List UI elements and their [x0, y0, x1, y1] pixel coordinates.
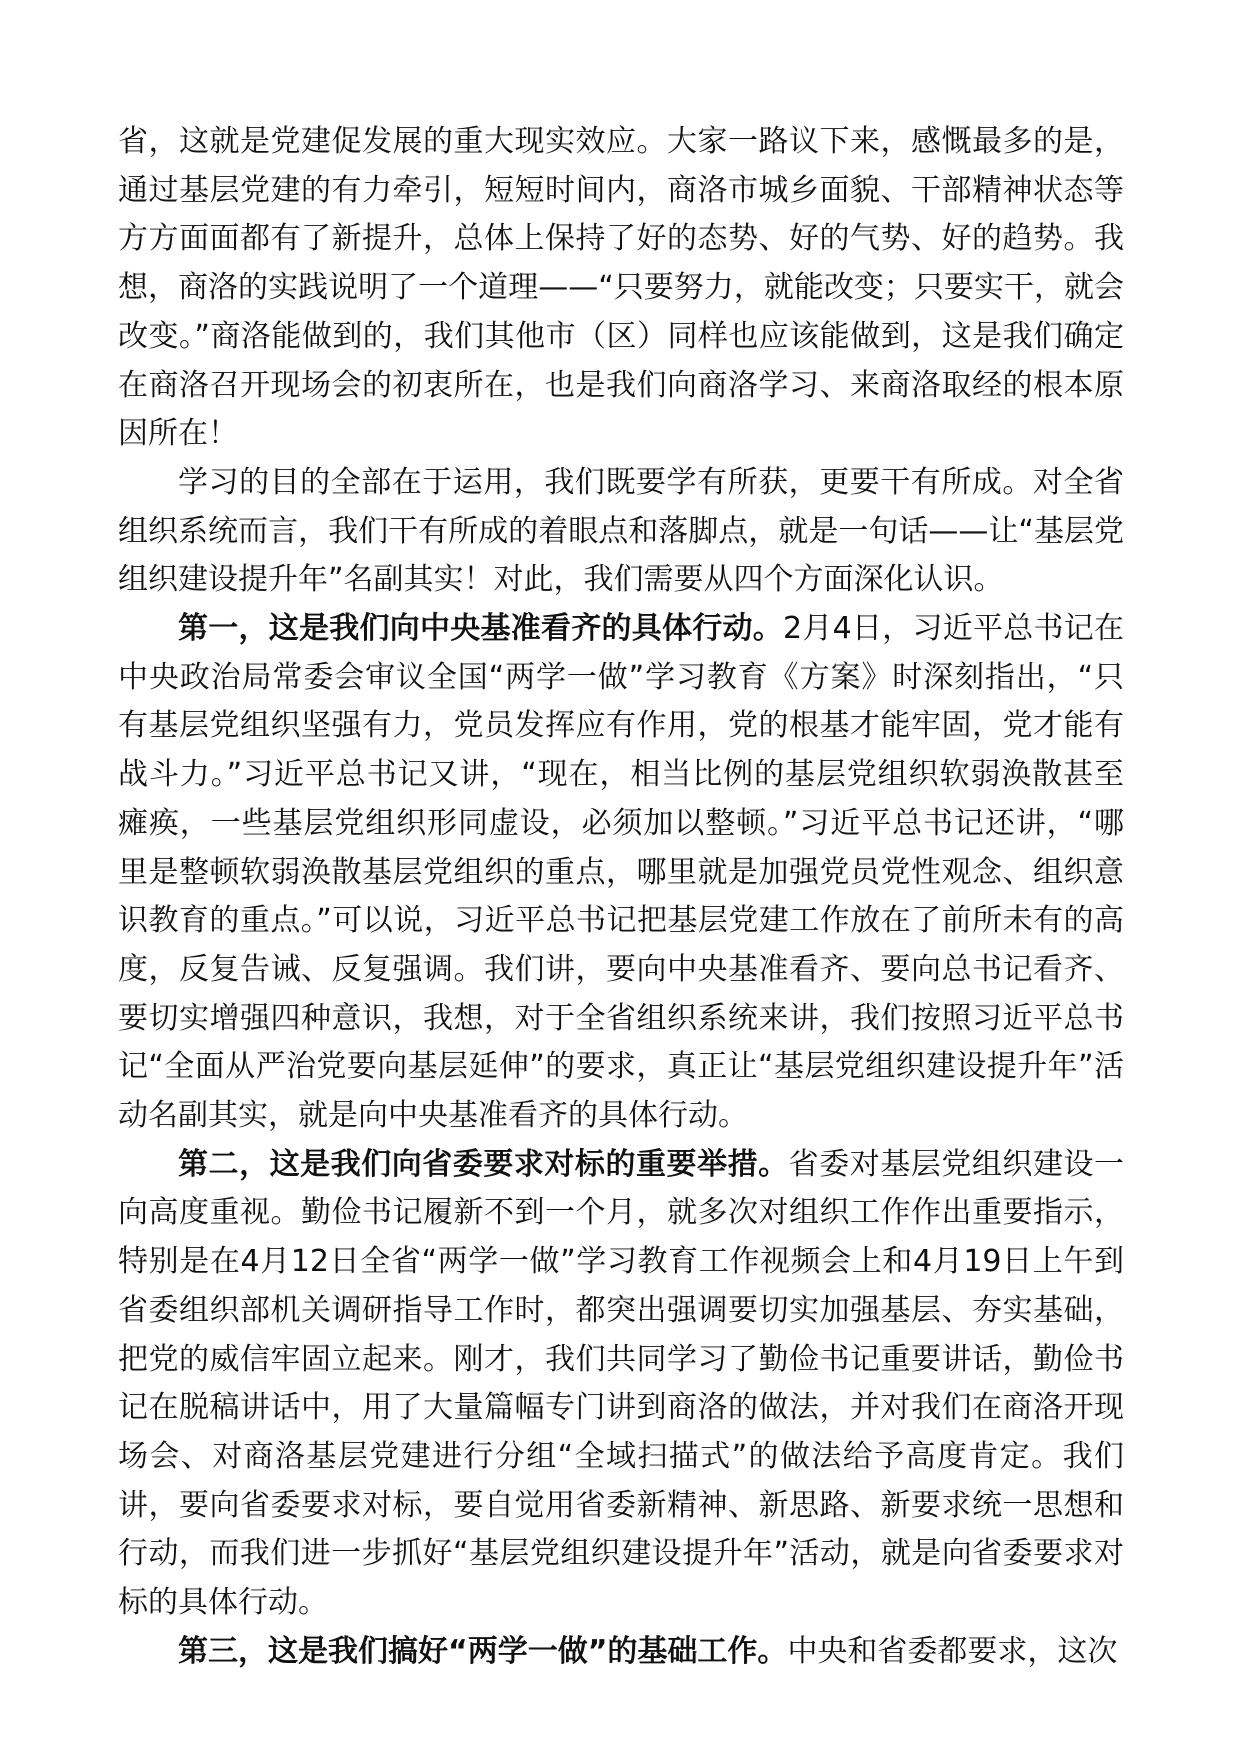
- paragraph-3: [118, 605, 1124, 1141]
- paragraph-5-text: 中央和省委都要求，这次: [787, 1633, 1118, 1669]
- paragraph-4-text: 省委对基层党组织建设一向高度重视。勤俭书记履新不到一个月，就多次对组织工作作出重要指示，特别是在4月12日全省“两学一做”学习教育工作视频会上和4月19日上午到省委组织部机关调研指导工作时，都突出强调要切实加强基层、夯实基础，把党的威信牢固立起来。刚才，我们共同学习了勤俭书记重要讲话，勤俭书记在脱稿讲话中，用了大量篇幅专门讲到商洛的做法，并对我们在商洛开现场会、对商洛基层党建进行分组“全域扫描式”的做法给予高度肯定。我们讲，要向省委要求对标，要自觉用省委新精神、新思路、新要求统一思想和行动，而我们进一步抓好“基层党组织建设提升年”活动，就是向省委要求对标的具体行动。: [118, 1146, 1125, 1621]
- paragraph-5-lead: 第三，这是我们搞好“两学一做”的基础工作。: [178, 1633, 788, 1669]
- paragraph-3-lead: 第一，这是我们向中央基准看齐的具体行动。: [178, 611, 784, 647]
- paragraph-3-text: 2月4日，习近平总书记在中央政治局常委会审议全国“两学一做”学习教育《方案》时深刻指出，“只有基层党组织坚强有力，党员发挥应有作用，党的根基才能牢固，党才能有战斗力。”习近平总书记又讲，“现在，相当比例的基层党组织软弱涣散甚至瘫痪，一些基层党组织形同虚设，必须加以整顿。”习近平总书记还讲，“哪里是整顿软弱涣散基层党组织的重点，哪里就是加强党员党性观念、组织意识教育的重点。”可以说，习近平总书记把基层党建工作放在了前所未有的高度，反复告诫、反复强调。我们讲，要向中央基准看齐、要向总书记看齐、要切实增强四种意识，我想，对于全省组织系统来讲，我们按照习近平总书记“全面从严治党要向基层延伸”的要求，真正让“基层党组织建设提升年”活动名副其实，就是向中央基准看齐的具体行动。: [118, 611, 1124, 1134]
- paragraph-1: [118, 118, 1124, 459]
- paragraph-2-text: 学习的目的全部在于运用，我们既要学有所获，更要干有所成。对全省组织系统而言，我们干有所成的着眼点和落脚点，就是一句话——让“基层党组织建设提升年”名副其实！对此，我们需要从四个方面深化认识。: [118, 464, 1124, 598]
- document-page: [118, 118, 1124, 1677]
- paragraph-2: [118, 459, 1124, 605]
- paragraph-1-text: 省，这就是党建促发展的重大现实效应。大家一路议下来，感慨最多的是，通过基层党建的有力牵引，短短时间内，商洛市城乡面貌、干部精神状态等方方面面都有了新提升，总体上保持了好的态势、好的气势、好的趋势。我想，商洛的实践说明了一个道理——“只要努力，就能改变；只要实干，就会改变。”商洛能做到的，我们其他市（区）同样也应该能做到，这是我们确定在商洛召开现场会的初衷所在，也是我们向商洛学习、来商洛取经的根本原因所在！: [118, 124, 1124, 452]
- paragraph-4: [118, 1141, 1124, 1628]
- paragraph-5: [118, 1628, 1124, 1677]
- paragraph-4-lead: 第二，这是我们向省委要求对标的重要举措。: [178, 1146, 789, 1182]
